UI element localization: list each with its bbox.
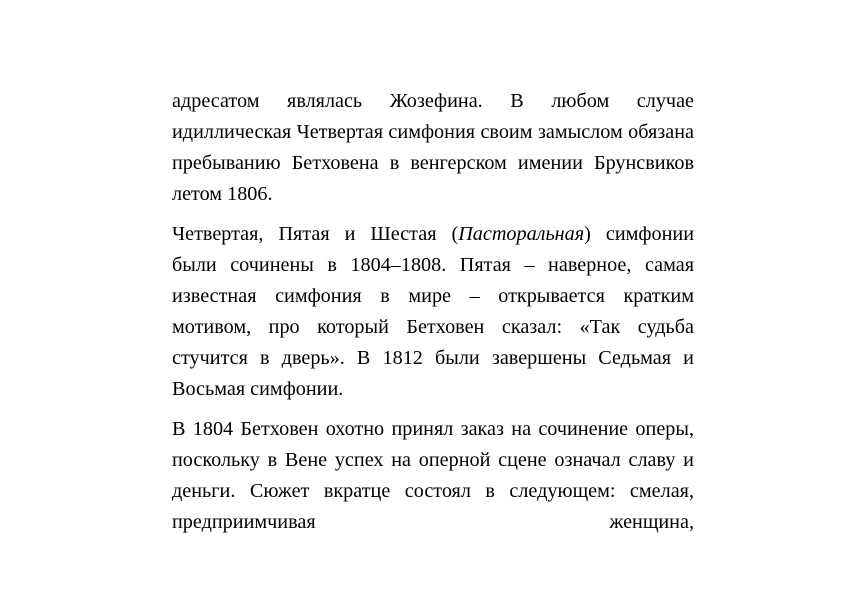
paragraph-3: В 1804 Бетховен охотно принял заказ на сочинение оперы, поскольку в Вене успех на оперной сцене означал славу и деньги. Сюжет вкратце состоял в следующем: смелая, предприимчивая женщина,	[172, 418, 694, 533]
paragraph-2-italic-title: Пасторальная	[458, 223, 585, 245]
paragraph-2-text-start: Четвертая, Пятая и Шестая (	[172, 223, 459, 245]
paragraph-1: адресатом являлась Жозефина. В любом случае идиллическая Четвертая симфония своим замыслом обязана пребыванию Бетховена в венгерском имении Брунсвиков летом 1806.	[172, 90, 694, 205]
paragraph-2	[172, 219, 694, 405]
paragraph-2-text-end: ) симфонии были сочинены в 1804–1808. Пятая – наверное, самая известная симфония в мире – открывается кратким мотивом, про который Бетховен сказал: «Так судьба стучится в дверь». В 1812 были завершены Седьмая и Восьмая симфонии.	[172, 223, 694, 400]
text-column	[172, 86, 694, 547]
